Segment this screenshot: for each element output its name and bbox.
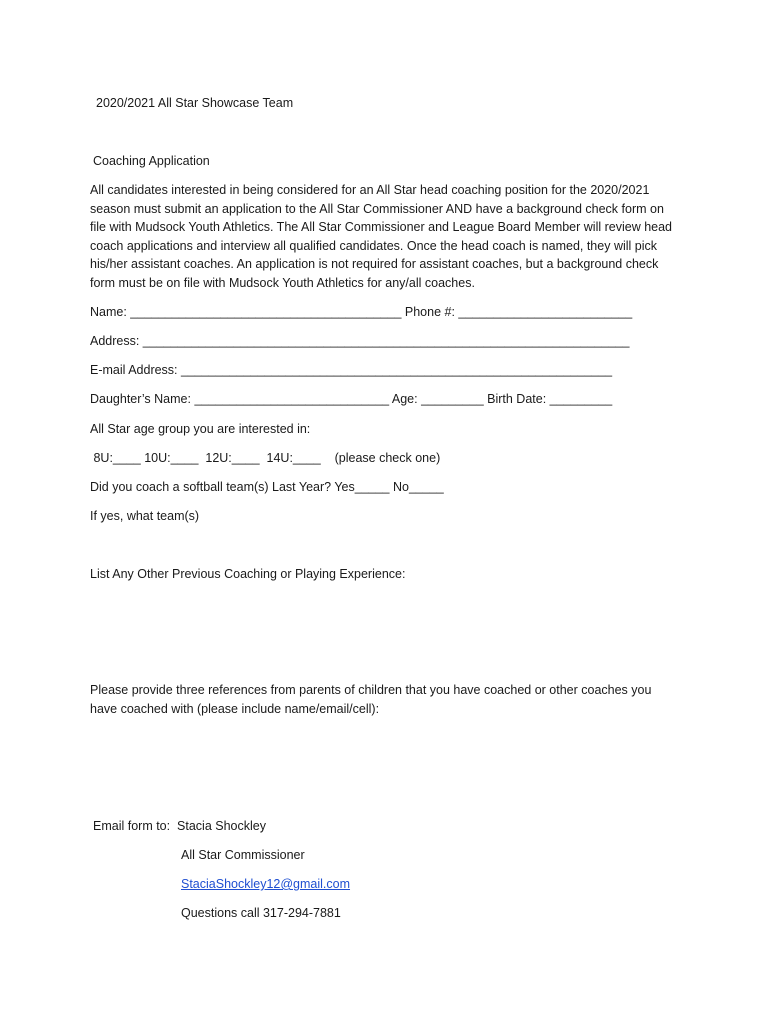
age-group-prompt: All Star age group you are interested in: <box>90 422 311 436</box>
age-group-options: 8U:____ 10U:____ 12U:____ 14U:____ (please check one) <box>90 451 441 465</box>
commissioner-role: All Star Commissioner <box>181 848 305 862</box>
contact-email-link[interactable]: StaciaShockley12@gmail.com <box>181 877 351 891</box>
document-title: 2020/2021 All Star Showcase Team <box>96 96 294 110</box>
contact-phone: Questions call 317-294-7881 <box>181 906 341 920</box>
daughter-field: Daughter’s Name: ____________________________ Age: _________ Birth Date: _________ <box>90 392 613 406</box>
name-phone-field: Name: _______________________________________ Phone #: _________________________ <box>90 305 633 319</box>
address-field: Address: ______________________________________________________________________ <box>90 334 630 348</box>
email-form-to-label: Email form to: Stacia Shockley <box>93 819 266 833</box>
intro-paragraph: All candidates interested in being considered for an All Star head coaching position for the 2020/2021 season must submit an application to the All Star Commissioner AND have a background check form on file with Mudsock Youth Athletics. The All Star Commissioner and League Board Member will review head coach applications and interview all qualified candidates. Once the head coach is named, they will pick his/her assistant coaches. An application is not required for assistant coaches, but a background check form must be on file with Mudsock Youth Athletics for any/all coaches. <box>90 183 673 290</box>
references-prompt: Please provide three references from parents of children that you have coached or other coaches you have coached with (please include name/email/cell): <box>90 683 652 716</box>
document-subtitle: Coaching Application <box>93 154 210 168</box>
experience-prompt: List Any Other Previous Coaching or Playing Experience: <box>90 567 406 581</box>
coached-last-year-field: Did you coach a softball team(s) Last Year? Yes_____ No_____ <box>90 480 444 494</box>
if-yes-team-field: If yes, what team(s) <box>90 509 200 523</box>
email-field: E-mail Address: ______________________________________________________________ <box>90 363 613 377</box>
